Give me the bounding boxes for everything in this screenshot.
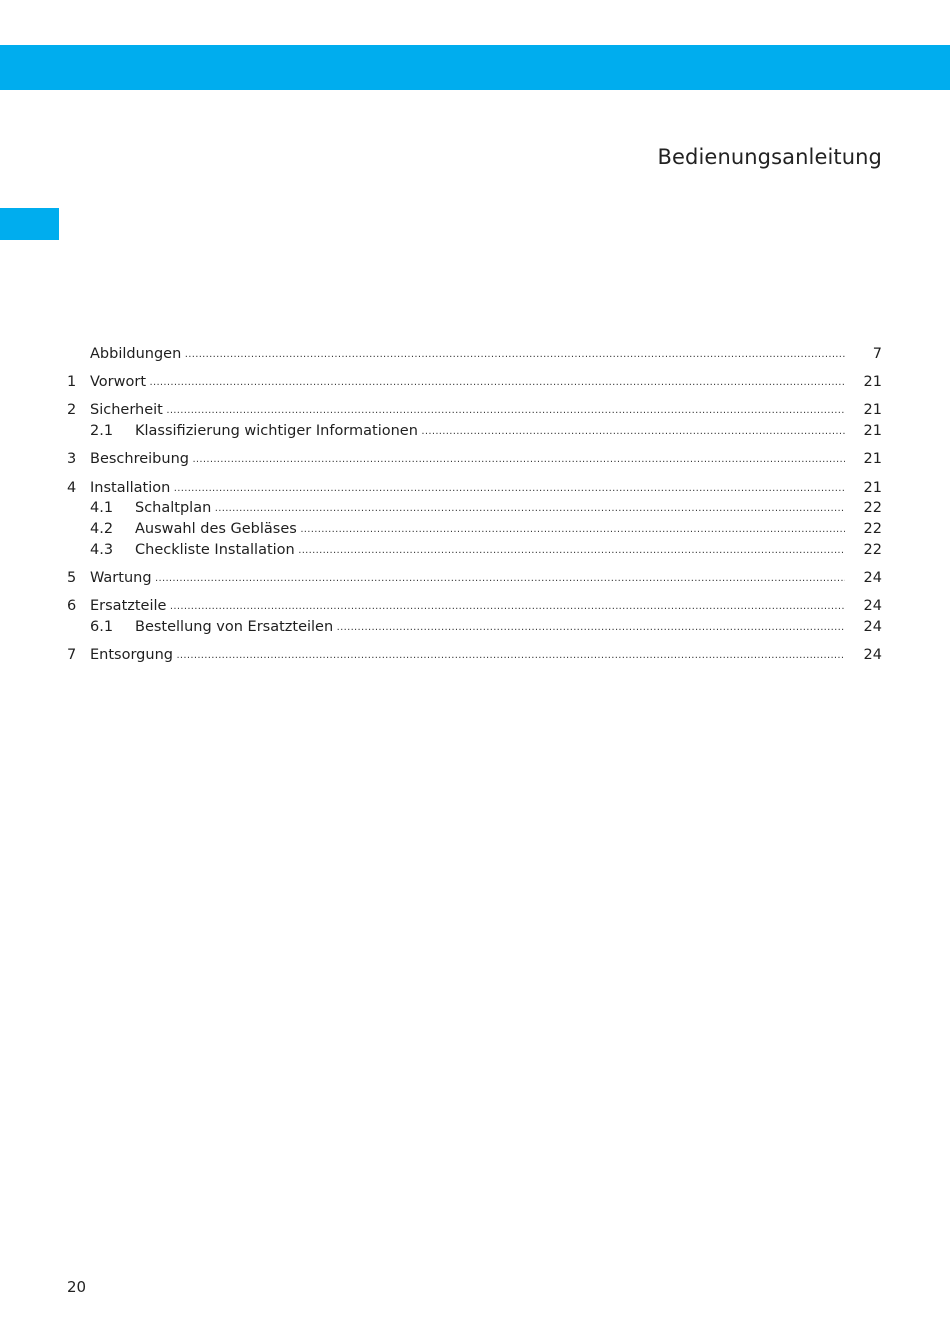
toc-entry-number: 5	[67, 570, 77, 586]
toc-entry-title: Sicherheit .....	[90, 400, 845, 421]
toc-entry-ersatzteile[interactable]	[0, 596, 950, 616]
toc-entry-title: Wartung .....	[90, 568, 845, 589]
toc-entry-title: Auswahl des Gebläses .....	[135, 519, 845, 540]
toc-entry-checkliste[interactable]	[0, 540, 950, 560]
toc-entry-title: Beschreibung .....	[90, 449, 845, 470]
toc-entry-number: 3	[67, 451, 77, 467]
toc-entry-sicherheit[interactable]	[0, 400, 950, 420]
toc-entry-number: 4.2	[90, 521, 114, 537]
toc-entry-title: Ersatzteile .....	[90, 596, 845, 617]
toc-entry-page: 21	[863, 402, 882, 418]
toc-entry-page: 22	[863, 542, 882, 558]
language-tab-marker	[0, 208, 59, 240]
toc-entry-entsorgung[interactable]	[0, 645, 950, 665]
toc-entry-number: 4.1	[90, 500, 114, 516]
toc-entry-number: 2.1	[90, 423, 114, 439]
toc-entry-page: 21	[863, 480, 882, 496]
toc-entry-installation[interactable]	[0, 478, 950, 498]
toc-entry-beschreibung[interactable]	[0, 449, 950, 469]
toc-entry-auswahl-geblaese[interactable]	[0, 519, 950, 539]
toc-entry-page: 24	[863, 619, 882, 635]
toc-entry-page: 21	[863, 423, 882, 439]
toc-entry-number: 7	[67, 647, 77, 663]
toc-entry-klassifizierung[interactable]	[0, 421, 950, 441]
toc-entry-page: 24	[863, 570, 882, 586]
toc-entry-schaltplan[interactable]	[0, 498, 950, 518]
toc-entry-number: 4.3	[90, 542, 114, 558]
toc-entry-bestellung[interactable]	[0, 617, 950, 637]
toc-entry-number: 6	[67, 598, 77, 614]
toc-entry-number: 6.1	[90, 619, 114, 635]
toc-entry-number: 1	[67, 374, 77, 390]
toc-entry-page: 7	[872, 346, 882, 362]
toc-entry-page: 21	[863, 451, 882, 467]
toc-entry-title: Klassifizierung wichtiger Informationen .....	[135, 421, 845, 442]
toc-entry-title: Vorwort .....	[90, 372, 845, 393]
toc-entry-wartung[interactable]	[0, 568, 950, 588]
toc-entry-title: Bestellung von Ersatzteilen .....	[135, 617, 845, 638]
toc-entry-page: 24	[863, 647, 882, 663]
toc-entry-number: 2	[67, 402, 77, 418]
toc-entry-page: 21	[863, 374, 882, 390]
toc-entry-page: 24	[863, 598, 882, 614]
toc-entry-vorwort[interactable]	[0, 372, 950, 392]
toc-entry-abbildungen[interactable]	[0, 344, 950, 364]
toc-entry-title: Schaltplan .....	[135, 498, 845, 519]
toc-entry-number: 4	[67, 480, 77, 496]
header-color-band	[0, 45, 950, 90]
toc-entry-title: Installation .....	[90, 478, 845, 499]
toc-entry-page: 22	[863, 521, 882, 537]
toc-entry-title: Entsorgung .....	[90, 645, 845, 666]
toc-entry-title: Checkliste Installation .....	[135, 540, 845, 561]
document-title: Bedienungsanleitung	[657, 145, 882, 169]
toc-entry-title: Abbildungen .....	[90, 344, 845, 365]
toc-entry-page: 22	[863, 500, 882, 516]
page-number: 20	[67, 1278, 87, 1296]
